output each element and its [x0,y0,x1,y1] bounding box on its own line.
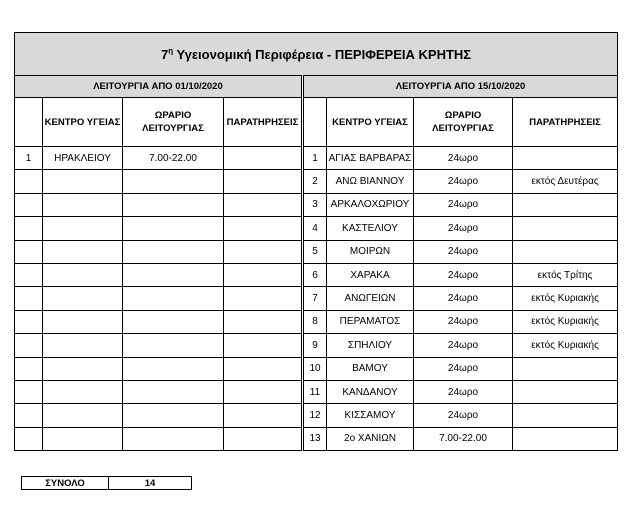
right-notes-cell [513,240,618,263]
total-table [21,476,192,490]
schedule-table [14,32,618,451]
left-notes-cell [224,310,303,333]
right-hours-header: ΩΡΑΡΙΟ ΛΕΙΤΟΥΡΓΙΑΣ [414,98,513,147]
left-center-cell [43,217,123,240]
left-hours-cell [123,380,224,403]
left-notes-cell [224,217,303,240]
right-notes-cell: εκτός Κυριακής [513,334,618,357]
left-number-cell [15,310,43,333]
right-notes-cell [513,404,618,427]
right-hours-cell: 24ωρο [414,147,513,170]
left-notes-cell [224,263,303,286]
right-center-cell: ΑΝΩΓΕΙΩΝ [327,287,414,310]
table-row [15,427,618,450]
left-hours-cell [123,427,224,450]
right-number-cell: 3 [303,193,327,216]
right-notes-cell: εκτός Τρίτης [513,263,618,286]
right-center-cell: ΣΠΗΛΙΟΥ [327,334,414,357]
right-notes-cell [513,357,618,380]
table-row [15,334,618,357]
right-number-cell: 11 [303,380,327,403]
left-notes-cell [224,334,303,357]
left-center-cell [43,263,123,286]
left-number-cell: 1 [15,147,43,170]
left-hours-cell: 7.00-22.00 [123,147,224,170]
left-number-header [15,98,43,147]
right-number-cell: 9 [303,334,327,357]
left-number-cell [15,334,43,357]
left-hours-cell [123,334,224,357]
left-center-cell: ΗΡΑΚΛΕΙΟΥ [43,147,123,170]
right-number-cell: 8 [303,310,327,333]
right-notes-cell [513,217,618,240]
right-hours-cell: 24ωρο [414,193,513,216]
left-notes-cell [224,380,303,403]
left-center-cell [43,193,123,216]
table-row [15,240,618,263]
right-center-cell: ΒΑΜΟΥ [327,357,414,380]
table-row [15,217,618,240]
table-row [15,404,618,427]
right-number-cell: 7 [303,287,327,310]
right-number-cell: 12 [303,404,327,427]
right-hours-cell: 24ωρο [414,334,513,357]
right-hours-cell: 24ωρο [414,380,513,403]
left-center-cell [43,310,123,333]
right-hours-cell: 24ωρο [414,170,513,193]
table-row [15,357,618,380]
right-center-cell: ΚΙΣΣΑΜΟΥ [327,404,414,427]
left-center-cell [43,380,123,403]
left-number-cell [15,404,43,427]
left-hours-cell [123,193,224,216]
left-center-cell [43,287,123,310]
left-notes-cell [224,147,303,170]
left-center-cell [43,334,123,357]
right-center-cell: ΧΑΡΑΚΑ [327,263,414,286]
left-hours-header: ΩΡΑΡΙΟ ΛΕΙΤΟΥΡΓΙΑΣ [123,98,224,147]
right-number-cell: 4 [303,217,327,240]
left-center-cell [43,170,123,193]
right-hours-cell: 24ωρο [414,263,513,286]
left-number-cell [15,217,43,240]
right-center-header: ΚΕΝΤΡΟ ΥΓΕΙΑΣ [327,98,414,147]
right-center-cell: ΑΝΩ ΒΙΑΝΝΟΥ [327,170,414,193]
right-hours-cell: 24ωρο [414,404,513,427]
left-period-header: ΛΕΙΤΟΥΡΓΙΑ ΑΠΟ 01/10/2020 [15,76,303,98]
left-hours-cell [123,263,224,286]
left-notes-cell [224,240,303,263]
left-center-cell [43,427,123,450]
right-center-cell: ΚΑΣΤΕΛΙΟΥ [327,217,414,240]
left-hours-cell [123,287,224,310]
left-notes-cell [224,404,303,427]
right-number-cell: 13 [303,427,327,450]
left-notes-cell [224,193,303,216]
right-notes-cell [513,193,618,216]
left-number-cell [15,357,43,380]
table-row [15,170,618,193]
right-center-cell: ΑΓΙΑΣ ΒΑΡΒΑΡΑΣ [327,147,414,170]
right-hours-cell: 24ωρο [414,357,513,380]
right-number-cell: 6 [303,263,327,286]
left-hours-cell [123,217,224,240]
right-number-cell: 2 [303,170,327,193]
right-number-cell: 1 [303,147,327,170]
right-notes-cell: εκτός Κυριακής [513,310,618,333]
left-center-cell [43,404,123,427]
right-notes-cell: εκτός Δευτέρας [513,170,618,193]
right-center-cell: ΠΕΡΑΜΑΤΟΣ [327,310,414,333]
left-number-cell [15,240,43,263]
left-center-cell [43,357,123,380]
right-center-cell: ΜΟΙΡΩΝ [327,240,414,263]
left-number-cell [15,170,43,193]
table-row [15,193,618,216]
left-hours-cell [123,310,224,333]
left-notes-cell [224,287,303,310]
left-number-cell [15,193,43,216]
right-center-cell: 2ο ΧΑΝΙΩΝ [327,427,414,450]
left-hours-cell [123,170,224,193]
right-center-cell: ΑΡΚΑΛΟΧΩΡΙΟΥ [327,193,414,216]
right-hours-cell: 24ωρο [414,240,513,263]
total-value: 14 [109,477,192,490]
right-notes-cell [513,380,618,403]
table-row [15,147,618,170]
right-period-header: ΛΕΙΤΟΥΡΓΙΑ ΑΠΟ 15/10/2020 [303,76,618,98]
right-center-cell: ΚΑΝΔΑΝΟΥ [327,380,414,403]
left-notes-cell [224,427,303,450]
right-hours-cell: 24ωρο [414,287,513,310]
left-notes-header: ΠΑΡΑΤΗΡΗΣΕΙΣ [224,98,303,147]
page-title: $7^\eta$ Υγειονομική Περιφέρεια - ΠΕΡΙΦΕΡΕΙΑ ΚΡΗΤΗΣ [15,33,618,76]
right-notes-header: ΠΑΡΑΤΗΡΗΣΕΙΣ [513,98,618,147]
left-notes-cell [224,170,303,193]
left-number-cell [15,427,43,450]
right-hours-cell: 24ωρο [414,217,513,240]
right-hours-cell: 7.00-22.00 [414,427,513,450]
right-notes-cell [513,427,618,450]
table-row [15,287,618,310]
left-notes-cell [224,357,303,380]
left-number-cell [15,287,43,310]
left-center-header: ΚΕΝΤΡΟ ΥΓΕΙΑΣ [43,98,123,147]
right-notes-cell [513,147,618,170]
right-notes-cell: εκτός Κυριακής [513,287,618,310]
left-hours-cell [123,357,224,380]
table-row [15,263,618,286]
total-label: ΣΥΝΟΛΟ [22,477,109,490]
right-number-header [303,98,327,147]
left-number-cell [15,380,43,403]
left-hours-cell [123,404,224,427]
right-number-cell: 5 [303,240,327,263]
left-center-cell [43,240,123,263]
right-number-cell: 10 [303,357,327,380]
table-row [15,310,618,333]
left-hours-cell [123,240,224,263]
right-hours-cell: 24ωρο [414,310,513,333]
table-row [15,380,618,403]
left-number-cell [15,263,43,286]
